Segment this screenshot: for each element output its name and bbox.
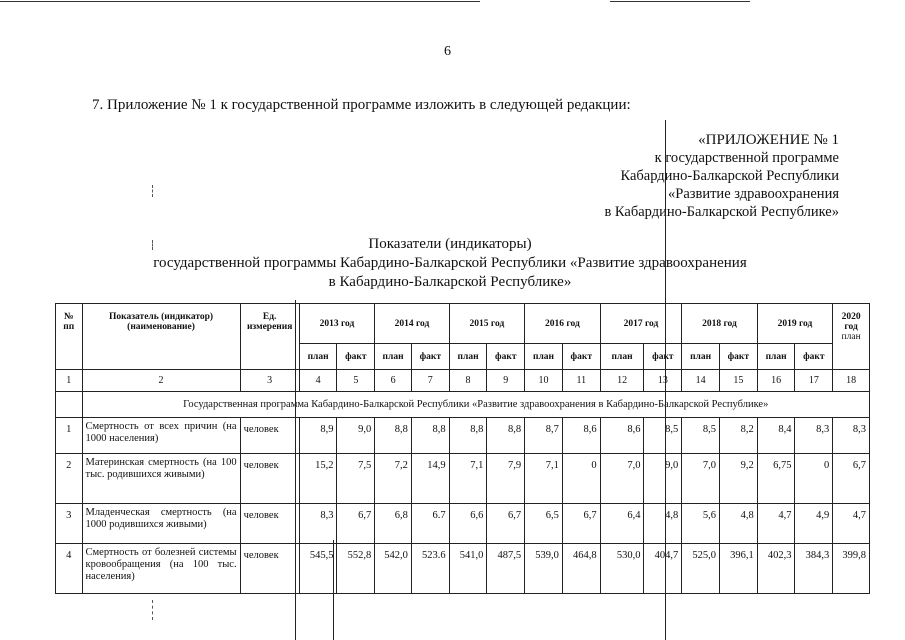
value-cell: 6,5: [525, 504, 563, 544]
value-cell: 404,7: [644, 544, 682, 594]
scan-edge-line-right: [610, 1, 750, 2]
fact-header: факт: [644, 344, 682, 370]
column-number: 17: [795, 370, 833, 392]
column-number: 1: [56, 370, 83, 392]
value-cell: 8,8: [375, 418, 412, 454]
plan-header: план: [449, 344, 487, 370]
value-cell: 530,0: [600, 544, 644, 594]
value-cell: 0: [562, 454, 600, 504]
scan-artifact-dash: [152, 240, 153, 250]
column-number: 4: [299, 370, 337, 392]
value-cell: 541,0: [449, 544, 487, 594]
value-cell: 6,7: [337, 504, 375, 544]
col-header-year: 2017 год: [600, 304, 682, 344]
value-cell: 8,8: [411, 418, 449, 454]
value-cell: 487,5: [487, 544, 525, 594]
document-title: [120, 235, 780, 292]
plan-header: план: [525, 344, 563, 370]
value-cell: 525,0: [682, 544, 720, 594]
column-number: 12: [600, 370, 644, 392]
value-cell: 552,8: [337, 544, 375, 594]
appendix-line: Кабардино-Балкарской Республики: [620, 168, 839, 184]
table-row: [56, 504, 870, 544]
value-cell: 402,3: [757, 544, 795, 594]
indicator-name: Материнская смертность (на 100 тыс. родившихся живыми): [82, 454, 240, 504]
indicators-table: [55, 303, 870, 594]
col-header-year: 2019 год: [757, 304, 832, 344]
column-number: 9: [487, 370, 525, 392]
value-cell: 8,3: [299, 504, 337, 544]
value-cell: 396,1: [719, 544, 757, 594]
value-cell: 9,0: [644, 454, 682, 504]
value-cell: 8,9: [299, 418, 337, 454]
column-number: 8: [449, 370, 487, 392]
value-cell: 8,5: [644, 418, 682, 454]
value-cell: 6,7: [833, 454, 870, 504]
plan-header: план: [299, 344, 337, 370]
column-number: 13: [644, 370, 682, 392]
plan-label: план: [841, 332, 861, 342]
value-cell: 7,5: [337, 454, 375, 504]
table-row: [56, 544, 870, 594]
col-header-last-year: [833, 304, 870, 370]
value-cell: 6.7: [411, 504, 449, 544]
col-header-year: 2014 год: [375, 304, 449, 344]
value-cell: 4,7: [833, 504, 870, 544]
title-line: в Кабардино-Балкарской Республике»: [328, 274, 572, 290]
column-number: 18: [833, 370, 870, 392]
value-cell: 7,9: [487, 454, 525, 504]
value-cell: 8,7: [525, 418, 563, 454]
scan-edge-line-left: [0, 1, 480, 2]
value-cell: 6,75: [757, 454, 795, 504]
value-cell: 8,3: [833, 418, 870, 454]
column-number: 16: [757, 370, 795, 392]
value-cell: 7,0: [600, 454, 644, 504]
value-cell: 8,6: [562, 418, 600, 454]
value-cell: 6,4: [600, 504, 644, 544]
plan-header: план: [682, 344, 720, 370]
unit-cell: человек: [240, 544, 299, 594]
fact-header: факт: [795, 344, 833, 370]
fact-header: факт: [337, 344, 375, 370]
fact-header: факт: [562, 344, 600, 370]
value-cell: 9,2: [719, 454, 757, 504]
indicator-name: Смертность от болезней системы кровообращения (на 100 тыс. населения): [82, 544, 240, 594]
value-cell: 7,0: [682, 454, 720, 504]
header-row: [56, 304, 870, 344]
value-cell: 5,6: [682, 504, 720, 544]
col-header-no: № пп: [56, 304, 83, 370]
value-cell: 4,8: [719, 504, 757, 544]
value-cell: 4,9: [795, 504, 833, 544]
table-row: [56, 418, 870, 454]
col-header-name: Показатель (индикатор) (наименование): [82, 304, 240, 370]
column-number: 7: [411, 370, 449, 392]
value-cell: 464,8: [562, 544, 600, 594]
scan-artifact-line: [665, 120, 666, 640]
plan-header: план: [375, 344, 412, 370]
value-cell: 8,2: [719, 418, 757, 454]
unit-cell: человек: [240, 504, 299, 544]
appendix-line: «Развитие здравоохранения: [668, 186, 839, 202]
scan-artifact-line: [333, 540, 334, 640]
title-line: Показатели (индикаторы): [368, 236, 532, 252]
column-number: 14: [682, 370, 720, 392]
value-cell: 6,7: [562, 504, 600, 544]
value-cell: 6,6: [449, 504, 487, 544]
scan-artifact-line: [295, 300, 296, 640]
value-cell: 8,5: [682, 418, 720, 454]
value-cell: 539,0: [525, 544, 563, 594]
appendix-header: [604, 131, 839, 221]
program-title: Государственная программа Кабардино-Балкарской Республики «Развитие здравоохранения в Кабардино-Балкарской Республике»: [82, 392, 869, 418]
value-cell: 6,7: [487, 504, 525, 544]
value-cell: 542,0: [375, 544, 412, 594]
page-number: 6: [444, 44, 451, 59]
value-cell: 4,7: [757, 504, 795, 544]
value-cell: 8,4: [757, 418, 795, 454]
value-cell: 8,6: [600, 418, 644, 454]
program-row: [56, 392, 870, 418]
value-cell: 4,8: [644, 504, 682, 544]
value-cell: 8,8: [449, 418, 487, 454]
column-number: 15: [719, 370, 757, 392]
table-row: [56, 454, 870, 504]
appendix-line: к государственной программе: [654, 150, 839, 166]
value-cell: 384,3: [795, 544, 833, 594]
value-cell: 545,5: [299, 544, 337, 594]
row-number: 2: [56, 454, 83, 504]
col-header-year: 2013 год: [299, 304, 374, 344]
value-cell: 0: [795, 454, 833, 504]
column-number: 6: [375, 370, 412, 392]
fact-header: факт: [719, 344, 757, 370]
fact-header: факт: [411, 344, 449, 370]
value-cell: 399,8: [833, 544, 870, 594]
plan-header: план: [757, 344, 795, 370]
column-numbers-row: [56, 370, 870, 392]
value-cell: 7,1: [525, 454, 563, 504]
plan-header: план: [600, 344, 644, 370]
last-year-label: 2020 год: [841, 312, 861, 332]
program-row-spacer: [56, 392, 83, 418]
column-number: 3: [240, 370, 299, 392]
value-cell: 15,2: [299, 454, 337, 504]
value-cell: 523.6: [411, 544, 449, 594]
col-header-year: 2016 год: [525, 304, 600, 344]
col-header-year: 2015 год: [449, 304, 524, 344]
value-cell: 8,8: [487, 418, 525, 454]
value-cell: 6,8: [375, 504, 412, 544]
appendix-line: в Кабардино-Балкарской Республике»: [604, 204, 839, 220]
value-cell: 7,2: [375, 454, 412, 504]
title-line: государственной программы Кабардино-Балкарской Республики «Развитие здравоохранения: [153, 255, 747, 271]
value-cell: 14,9: [411, 454, 449, 504]
column-number: 10: [525, 370, 563, 392]
appendix-line: «ПРИЛОЖЕНИЕ № 1: [698, 132, 839, 148]
fact-header: факт: [487, 344, 525, 370]
indicator-name: Младенческая смертность (на 1000 родившихся живыми): [82, 504, 240, 544]
column-number: 2: [82, 370, 240, 392]
value-cell: 9,0: [337, 418, 375, 454]
intro-paragraph: 7. Приложение № 1 к государственной программе изложить в следующей редакции:: [92, 97, 631, 113]
row-number: 1: [56, 418, 83, 454]
column-number: 11: [562, 370, 600, 392]
unit-cell: человек: [240, 454, 299, 504]
scan-artifact-dash: [152, 185, 153, 197]
unit-cell: человек: [240, 418, 299, 454]
row-number: 3: [56, 504, 83, 544]
column-number: 5: [337, 370, 375, 392]
row-number: 4: [56, 544, 83, 594]
scan-artifact-dash: [152, 600, 153, 620]
indicator-name: Смертность от всех причин (на 1000 населения): [82, 418, 240, 454]
col-header-year: 2018 год: [682, 304, 757, 344]
value-cell: 7,1: [449, 454, 487, 504]
col-header-unit: Ед. измерения: [240, 304, 299, 370]
value-cell: 8,3: [795, 418, 833, 454]
